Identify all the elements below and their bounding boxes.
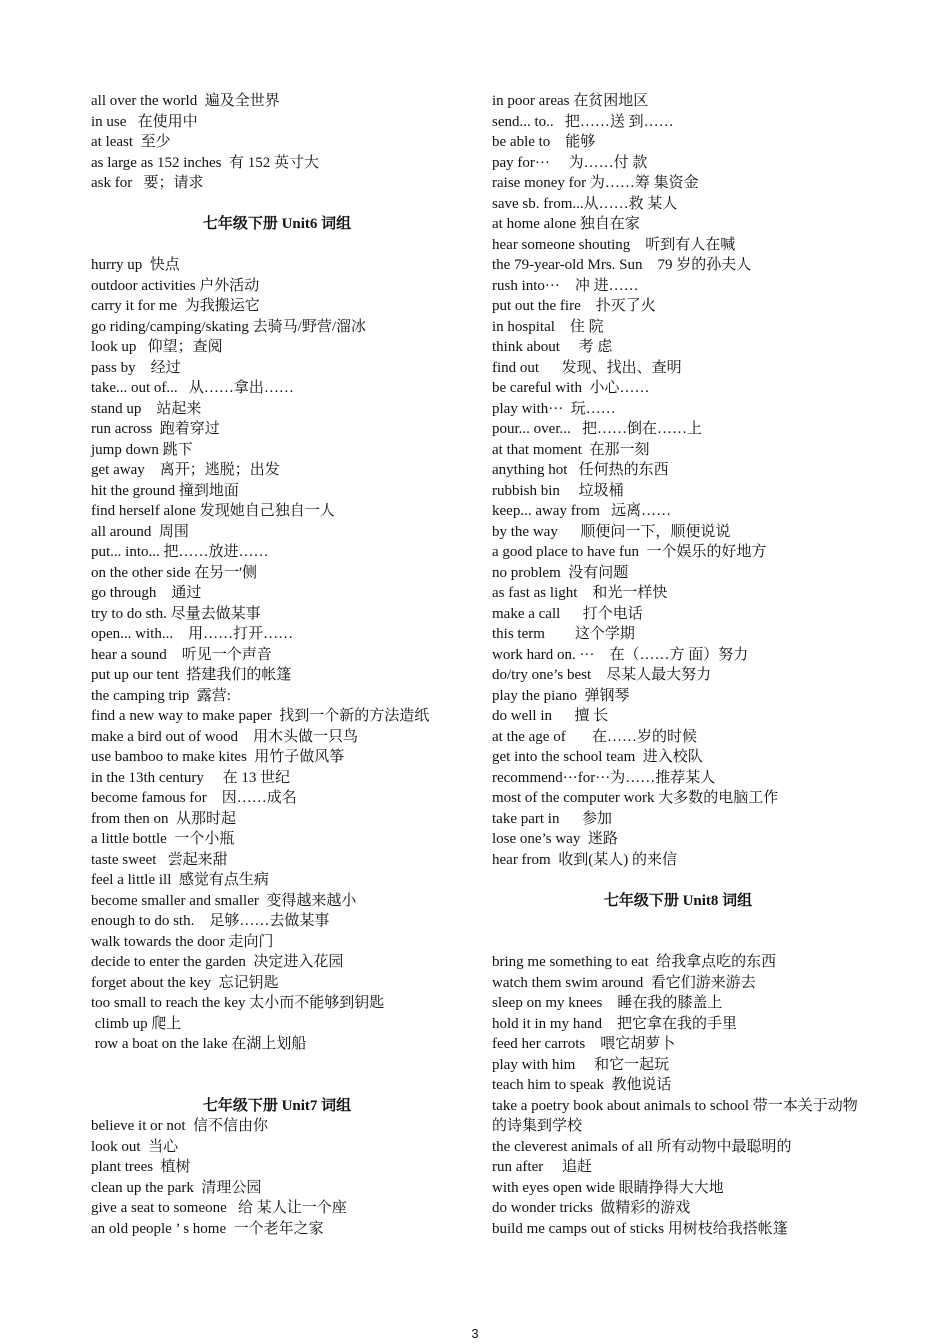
phrase-item: find a new way to make paper 找到一个新的方法造纸 [91, 708, 430, 724]
phrase-item: put... into... 把……放进…… [91, 544, 269, 560]
phrase-item: watch them swim around 看它们游来游去 [492, 974, 756, 991]
unit7-heading: 七年级下册 Unit7 词组 [202, 1097, 352, 1114]
phrase-item: raise money for 为……筹 集资金 [492, 175, 699, 191]
phrase-item: play with him 和它一起玩 [492, 1056, 670, 1073]
phrase-item: at least 至少 [91, 134, 171, 150]
phrase-item: in the 13th century 在 13 世纪 [91, 769, 291, 786]
phrase-item: become smaller and smaller 变得越来越小 [91, 892, 357, 909]
phrase-item: make a call 打个电话 [492, 605, 643, 622]
phrase-item: a good place to have fun 一个娱乐的好地方 [492, 544, 767, 560]
phrase-item: find out 发现、找出、查明 [492, 359, 682, 376]
phrase-item: a little bottle 一个小瓶 [91, 831, 235, 847]
left-column [91, 91, 463, 1239]
page-number: 3 [471, 1326, 479, 1341]
phrase-item: become famous for 因……成名 [91, 790, 297, 806]
phrase-item: run after 追赶 [492, 1159, 592, 1175]
phrase-item: too small to reach the key 太小而不能够到钥匙 [91, 995, 385, 1011]
phrase-item: the cleverest animals of all 所有动物中最聪明的 [492, 1138, 792, 1155]
phrase-item: plant trees 植树 [91, 1159, 191, 1175]
phrase-item: pay for··· 为……付 款 [492, 154, 648, 171]
phrase-item: carry it for me 为我搬运它 [91, 298, 260, 314]
intro-phrase-list [91, 91, 463, 194]
phrase-item: in poor areas 在贫困地区 [492, 93, 649, 109]
spacer [91, 235, 463, 256]
unit7-phrase-list-continued [492, 91, 864, 870]
unit8-phrase-list [492, 952, 864, 1239]
phrase-item: do well in 擅 长 [492, 708, 609, 724]
phrase-item: outdoor activities 户外活动 [91, 277, 260, 294]
phrase-item: be careful with 小心…… [492, 380, 650, 396]
phrase-item: hear a sound 听见一个声音 [91, 646, 272, 663]
phrase-item: this term 这个学期 [492, 626, 635, 642]
phrase-item: in use 在使用中 [91, 113, 198, 130]
phrase-item: work hard on. ··· 在（……方 面）努力 [492, 646, 749, 663]
phrase-item: hear someone shouting 听到有人在喊 [492, 236, 736, 253]
phrase-item: pass by 经过 [91, 359, 181, 376]
phrase-item: go through 通过 [91, 585, 202, 601]
phrase-item: the camping trip 露营: [91, 687, 231, 704]
phrase-item: all around 周围 [91, 523, 189, 540]
phrase-item: do wonder tricks 做精彩的游戏 [492, 1200, 691, 1216]
phrase-item: forget about the key 忘记钥匙 [91, 974, 279, 991]
phrase-item: get away 离开；逃脱；出发 [91, 462, 280, 478]
right-column [492, 91, 864, 1239]
phrase-item: open... with... 用……打开…… [91, 626, 294, 642]
phrase-item: on the other side 在另一'侧 [91, 564, 258, 581]
phrase-item: hear from 收到(某人) 的来信 [492, 851, 677, 868]
phrase-item: play with··· 玩…… [492, 400, 616, 417]
spacer [91, 1075, 463, 1096]
phrase-item: as large as 152 inches 有 152 英寸大 [91, 154, 320, 171]
phrase-item: most of the computer work 大多数的电脑工作 [492, 790, 779, 806]
unit8-heading: 七年级下册 Unit8 词组 [603, 892, 753, 909]
phrase-item: make a bird out of wood 用木头做一只鸟 [91, 728, 359, 745]
phrase-item: at that moment 在那一刻 [492, 441, 650, 458]
phrase-item: look out 当心 [91, 1138, 179, 1155]
phrase-item: rubbish bin 垃圾桶 [492, 482, 624, 499]
phrase-item: in hospital 住 院 [492, 318, 604, 335]
phrase-item: go riding/camping/skating 去骑马/野营/溜冰 [91, 318, 366, 335]
phrase-item: row a boat on the lake 在湖上划船 [91, 1036, 307, 1052]
phrase-item: walk towards the door 走向门 [91, 933, 274, 950]
phrase-item: by the way 顺便问一下，顺便说说 [492, 523, 731, 540]
phrase-item: at home alone 独自在家 [492, 216, 640, 232]
phrase-item: run across 跑着穿过 [91, 421, 220, 437]
phrase-item: anything hot 任何热的东西 [492, 462, 669, 478]
phrase-item: all over the world 遍及全世界 [91, 93, 280, 109]
spacer [492, 870, 864, 891]
phrase-item: hurry up 快点 [91, 257, 180, 273]
phrase-item: put out the fire 扑灭了火 [492, 298, 656, 314]
phrase-item: jump down 跳下 [91, 441, 193, 458]
phrase-item: decide to enter the garden 决定进入花园 [91, 954, 344, 970]
phrase-item: feed her carrots 喂它胡萝卜 [492, 1036, 676, 1052]
spacer [492, 932, 864, 953]
phrase-item: ask for 要；请求 [91, 175, 204, 191]
phrase-item: give a seat to someone 给 某人让一个座 [91, 1200, 347, 1216]
phrase-item: take... out of... 从……拿出…… [91, 380, 294, 396]
phrase-item: with eyes open wide 眼睛挣得大大地 [492, 1179, 724, 1196]
spacer [91, 1055, 463, 1076]
spacer [492, 911, 864, 932]
phrase-item: take a poetry book about animals to school 带一本关于动物的诗集到学校 [492, 1097, 858, 1134]
phrase-item: hold it in my hand 把它拿在我的手里 [492, 1015, 737, 1032]
phrase-item: enough to do sth. 足够……去做某事 [91, 913, 330, 929]
phrase-item: as fast as light 和光一样快 [492, 585, 668, 601]
phrase-item: feel a little ill 感觉有点生病 [91, 872, 269, 888]
phrase-item: bring me something to eat 给我拿点吃的东西 [492, 954, 777, 970]
phrase-item: send... to.. 把……送 到…… [492, 113, 674, 130]
phrase-item: rush into··· 冲 进…… [492, 277, 639, 294]
phrase-item: recommend···for···为……推荐某人 [492, 769, 716, 786]
phrase-item: think about 考 虑 [492, 339, 613, 355]
phrase-item: save sb. from...从……救 某人 [492, 195, 678, 212]
phrase-item: sleep on my knees 睡在我的膝盖上 [492, 995, 723, 1011]
phrase-item: from then on 从那时起 [91, 810, 236, 827]
phrase-item: pour... over... 把……倒在……上 [492, 421, 702, 437]
phrase-item: get into the school team 进入校队 [492, 749, 703, 765]
spacer [91, 194, 463, 215]
phrase-item: be able to 能够 [492, 134, 596, 150]
phrase-item: hit the ground 撞到地面 [91, 482, 239, 499]
phrase-item: no problem 没有问题 [492, 564, 629, 581]
phrase-item: do/try one’s best 尽某人最大努力 [492, 667, 712, 683]
phrase-item: use bamboo to make kites 用竹子做风筝 [91, 749, 345, 765]
phrase-item: build me camps out of sticks 用树枝给我搭帐篷 [492, 1220, 788, 1237]
phrase-item: look up 仰望；查阅 [91, 339, 223, 355]
phrase-item: an old people ’ s home 一个老年之家 [91, 1220, 324, 1237]
phrase-item: believe it or not 信不信由你 [91, 1118, 269, 1134]
phrase-item: try to do sth. 尽量去做某事 [91, 605, 261, 622]
phrase-item: find herself alone 发现她自己独自一人 [91, 503, 335, 519]
phrase-item: play the piano 弹钢琴 [492, 687, 630, 704]
phrase-item: stand up 站起来 [91, 400, 202, 417]
unit6-phrase-list [91, 255, 463, 1055]
phrase-item: lose one’s way 迷路 [492, 831, 618, 847]
phrase-item: take part in 参加 [492, 810, 612, 827]
phrase-item: at the age of 在……岁的时候 [492, 728, 697, 745]
phrase-item: put up our tent 搭建我们的帐篷 [91, 667, 292, 683]
phrase-item: clean up the park 清理公园 [91, 1179, 262, 1196]
unit6-heading: 七年级下册 Unit6 词组 [202, 216, 352, 232]
phrase-item: keep... away from 远离…… [492, 503, 672, 519]
phrase-item: teach him to speak 教他说话 [492, 1077, 672, 1093]
phrase-item: the 79-year-old Mrs. Sun 79 岁的孙夫人 [492, 257, 752, 273]
unit7-phrase-list [91, 1116, 463, 1239]
phrase-item: taste sweet 尝起来甜 [91, 851, 228, 868]
phrase-item: climb up 爬上 [91, 1015, 182, 1032]
